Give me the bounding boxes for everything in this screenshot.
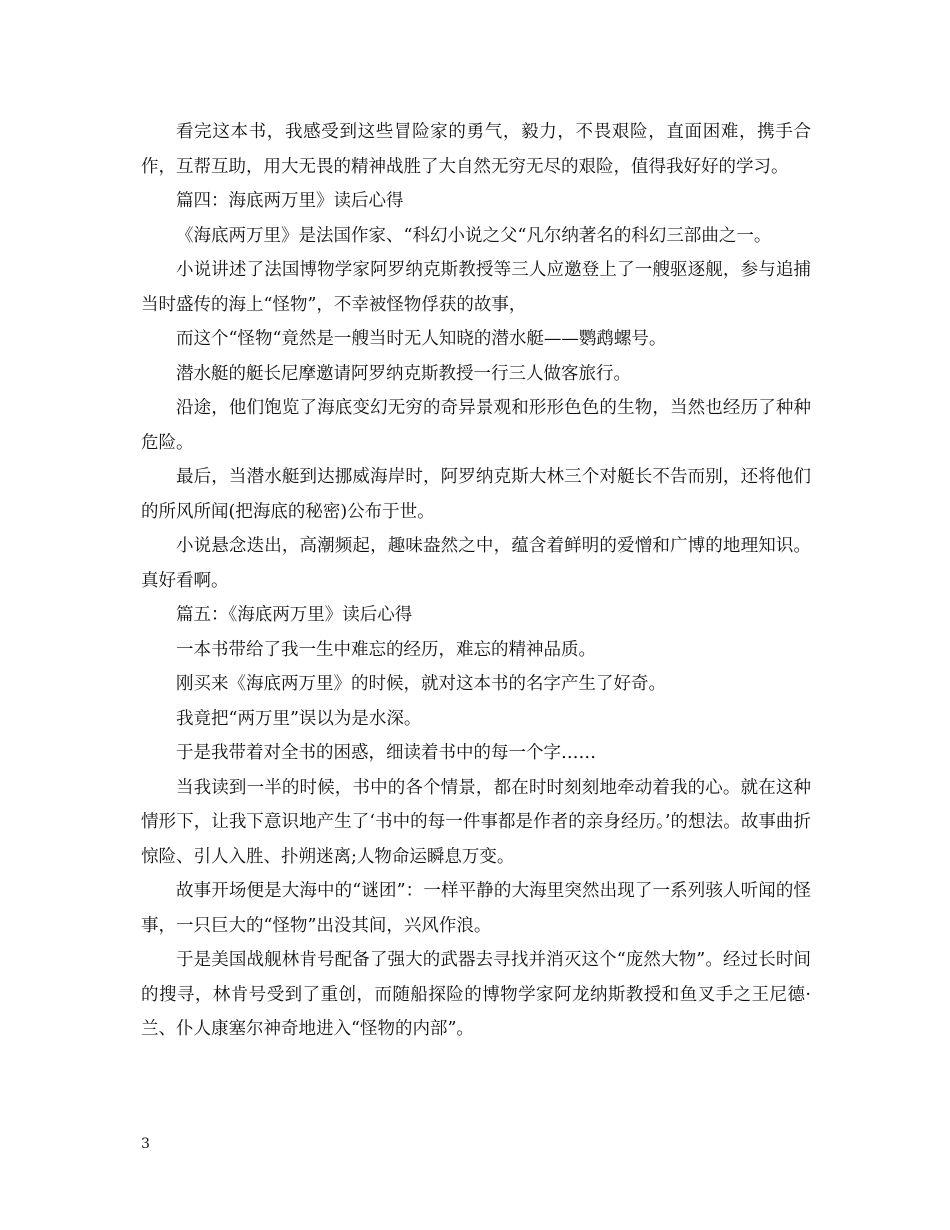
paragraph: 一本书带给了我一生中难忘的经历，难忘的精神品质。 — [176, 639, 596, 660]
page-number: 3 — [141, 1136, 150, 1152]
paragraph: 而这个“怪物“竟然是一艘当时无人知晓的潜水艇——鹦鹉螺号。 — [176, 329, 667, 349]
paragraph: 看完这本书，我感受到这些冒险家的勇气，毅力，不畏艰险，直面困难，携手合作，互帮互助，用大无畏的精神战胜了大自然无穷无尽的艰险，值得我好好的学习。 — [141, 122, 811, 177]
paragraph: 当我读到一半的时候，书中的各个情景，都在时时刻刻地牵动着我的心。就在这种情形下，让我下意识地产生了‘书中的每一件事都是作者的亲身经历。’的想法。故事曲折惊险、引人入胜、扑朔迷离;人物命运瞬息万变。 — [141, 777, 811, 867]
paragraph: 我竟把“两万里”误以为是水深。 — [176, 708, 422, 729]
paragraph: 刚买来《海底两万里》的时候，就对这本书的名字产生了好奇。 — [176, 674, 666, 694]
paragraph: 最后，当潜水艇到达挪威海岸时，阿罗纳克斯大林三个对艇长不告而别，还将他们的所风所闻(把海底的秘密)公布于世。 — [141, 467, 811, 522]
paragraph: 于是我带着对全书的困惑，细读着书中的每一个字…… — [176, 743, 596, 763]
paragraph: 于是美国战舰林肯号配备了强大的武器去寻找并消灭这个“庞然大物”。经过长时间的搜寻，林肯号受到了重创，而随船探险的博物学家阿龙纳斯教授和鱼叉手之王尼德·兰、仆人康塞尔神奇地进入“怪物的内部”。 — [141, 950, 811, 1039]
paragraph: 小说悬念迭出，高潮频起，趣味盎然之中，蕴含着鲜明的爱憎和广博的地理知识。真好看啊。 — [141, 536, 811, 591]
paragraph: 故事开场便是大海中的“谜团”：一样平静的大海里突然出现了一系列骇人听闻的怪事，一只巨大的“怪物”出没其间，兴风作浪。 — [141, 881, 811, 936]
paragraph: 小说讲述了法国博物学家阿罗纳克斯教授等三人应邀登上了一艘驱逐舰，参与追捕当时盛传的海上“怪物”，不幸被怪物俘获的故事， — [141, 260, 811, 315]
document-body — [141, 115, 811, 1047]
section-heading: 篇四：海底两万里》读后心得 — [176, 191, 404, 211]
paragraph: 《海底两万里》是法国作家、“科幻小说之父“凡尔纳著名的科幻三部曲之一。 — [176, 225, 772, 246]
section-heading: 篇五：《海底两万里》读后心得 — [176, 605, 413, 625]
paragraph: 沿途，他们饱览了海底变幻无穷的奇异景观和形形色色的生物，当然也经历了种种危险。 — [141, 398, 811, 453]
paragraph: 潜水艇的艇长尼摩邀请阿罗纳克斯教授一行三人做客旅行。 — [176, 363, 631, 384]
